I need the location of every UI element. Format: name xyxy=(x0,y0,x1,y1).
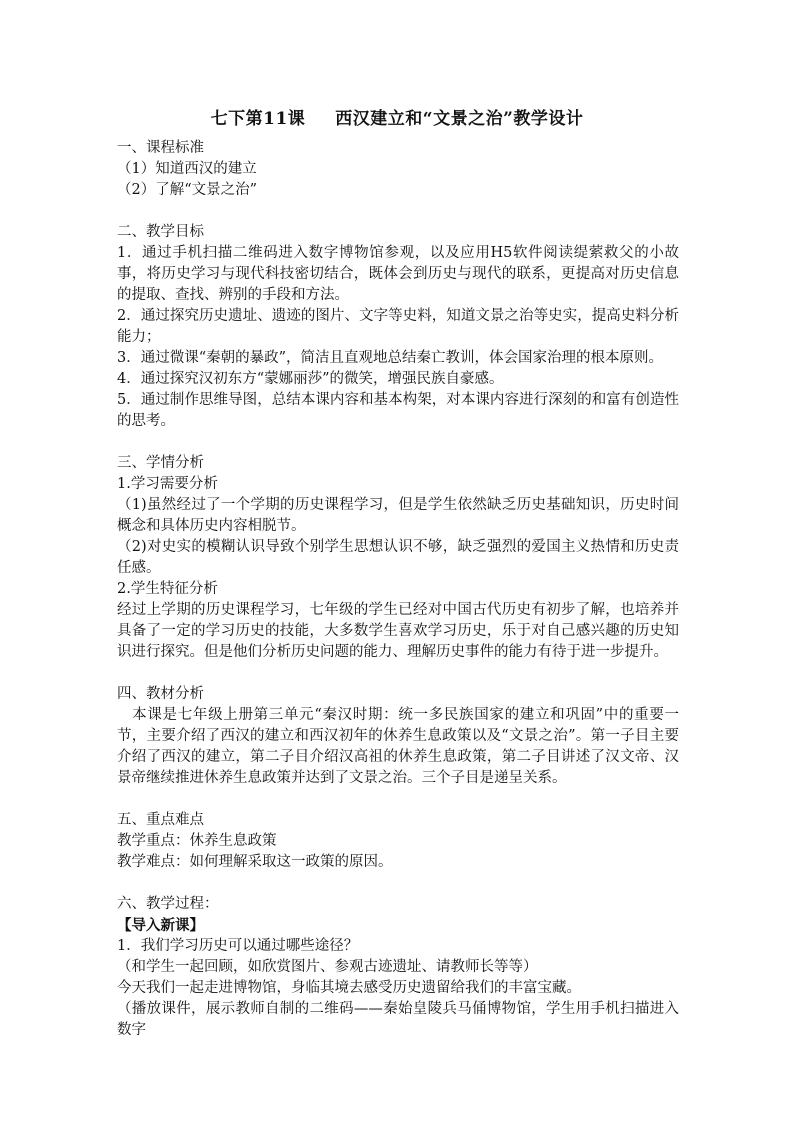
body-line: 2.学生特征分析 xyxy=(117,581,218,597)
body-line: 1．通过手机扫描二维码进入数字博物馆参观，以及应用H5软件阅读缇萦救父的小故事，将历史学习与现代科技密切结合，既体会到历史与现代的联系，更提高对历史信息的提取、查找、辨别的手段和方法。 xyxy=(117,245,679,303)
body-line: （2）了解“文景之治” xyxy=(117,182,258,198)
document-body xyxy=(117,138,679,1041)
body-line: 六、教学过程： xyxy=(117,896,219,912)
body-line: 2．通过探究历史遗址、遗迹的图片、文字等史料，知道文景之治等史实，提高史料分析能力； xyxy=(117,308,679,345)
paragraph-gap xyxy=(117,432,679,453)
paragraph-gap xyxy=(117,873,679,894)
body-line: （2)对史实的模糊认识导致个别学生思想认识不够，缺乏强烈的爱国主义热情和历史责任感。 xyxy=(117,539,679,576)
body-line: 三、学情分析 xyxy=(117,455,204,471)
paragraph-gap xyxy=(117,789,679,810)
body-line: （播放课件，展示教师自制的二维码——秦始皇陵兵马俑博物馆，学生用手机扫描进入数字 xyxy=(117,1001,679,1038)
body-line: 今天我们一起走进博物馆，身临其境去感受历史遗留给我们的丰富宝藏。 xyxy=(117,980,581,996)
document-title xyxy=(0,104,794,129)
body-line: 教学重点：休养生息政策 xyxy=(117,833,277,849)
paragraph-gap xyxy=(117,201,679,222)
paragraph-gap xyxy=(117,663,679,684)
body-line: 4．通过探究汉初东方“蒙娜丽莎”的微笑，增强民族自豪感。 xyxy=(117,371,504,387)
body-line: 一、课程标准 xyxy=(117,140,204,156)
body-line: 二、教学目标 xyxy=(117,224,204,240)
body-line: 【导入新课】 xyxy=(117,917,204,934)
body-line: 经过上学期的历史课程学习，七年级的学生已经对中国古代历史有初步了解，也培养并具备了一定的学习历史的技能，大多数学生喜欢学习历史，乐于对自己感兴趣的历史知识进行探究。但是他们分析历史问题的能力、理解历史事件的能力有待于进一步提升。 xyxy=(117,602,679,660)
body-line: 1.学习需要分析 xyxy=(117,476,218,492)
body-line: （1)虽然经过了一个学期的历史课程学习，但是学生依然缺乏历史基础知识，历史时间概念和具体历史内容相脱节。 xyxy=(117,497,679,534)
body-line: 教学难点：如何理解采取这一政策的原因。 xyxy=(117,854,393,870)
body-line: 本课是七年级上册第三单元“秦汉时期：统一多民族国家的建立和巩固”中的重要一节，主要介绍了西汉的建立和西汉初年的休养生息政策以及“文景之治”。第一子目主要介绍了西汉的建立，第二子目介绍汉高祖的休养生息政策，第二子目讲述了汉文帝、汉景帝继续推进休养生息政策并达到了文景之治。三个子目是递呈关系。 xyxy=(117,707,679,786)
body-line: 3．通过微课“秦朝的暴政”，简洁且直观地总结秦亡教训，体会国家治理的根本原则。 xyxy=(117,350,664,366)
body-line: （1）知道西汉的建立 xyxy=(117,161,257,177)
body-line: 四、教材分析 xyxy=(117,686,204,702)
body-line: 5．通过制作思维导图，总结本课内容和基本构架，对本课内容进行深刻的和富有创造性的思考。 xyxy=(117,392,679,429)
title-lesson-number: 七下第11课 xyxy=(210,109,306,129)
body-line: 五、重点难点 xyxy=(117,812,204,828)
body-line: 1．我们学习历史可以通过哪些途径？ xyxy=(117,938,359,954)
body-line: （和学生一起回顾，如欣赏图片、参观古迹遗址、请教师长等等） xyxy=(117,959,538,975)
title-lesson-name: 西汉建立和“文景之治”教学设计 xyxy=(335,109,584,129)
